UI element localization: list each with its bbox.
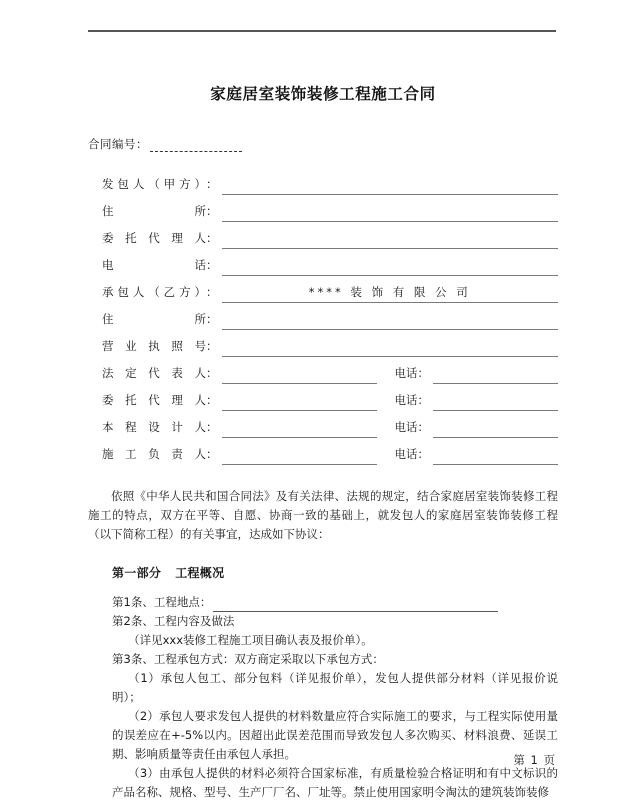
- page-title: 家庭居室装饰装修工程施工合同: [210, 85, 436, 103]
- form-row-input[interactable]: [222, 174, 559, 195]
- form-row-label: 营业执照号: [102, 339, 206, 353]
- page-content: [88, 60, 558, 802]
- form-row-label: 法定代表人: [102, 366, 206, 380]
- clause-1-label: 第1条、工程地点：: [112, 595, 212, 609]
- phone-label: 电话：: [394, 393, 429, 407]
- form-row: [88, 249, 558, 276]
- clause-list: [88, 593, 558, 802]
- form-row-label: 本程设计人: [102, 420, 206, 434]
- form-row-colon: ：: [206, 366, 218, 380]
- form-row-colon: ：: [206, 393, 218, 407]
- form-row: [88, 168, 558, 195]
- form-row: [88, 384, 558, 411]
- form-row-label: 委托代理人: [102, 231, 206, 245]
- phone-input[interactable]: [433, 417, 558, 438]
- form-row-colon: ：: [206, 204, 218, 218]
- form-row-input[interactable]: [222, 201, 559, 222]
- phone-label: 电话：: [394, 447, 429, 461]
- form-row-colon: ：: [206, 339, 218, 353]
- form-row-input[interactable]: [222, 255, 559, 276]
- form-row-input[interactable]: [222, 390, 377, 411]
- contract-number-input[interactable]: [150, 140, 242, 152]
- form-row: [88, 438, 558, 465]
- form-row-colon: ：: [206, 177, 218, 191]
- phone-input[interactable]: [433, 444, 558, 465]
- clause-2-note: （详见xxx装修工程施工项目确认表及报价单）。: [128, 633, 373, 647]
- form-row-label: 承包人（乙方）: [102, 285, 206, 299]
- form-row-label: 住所: [102, 204, 206, 218]
- form-row-input[interactable]: [222, 309, 559, 330]
- form-row: [88, 357, 558, 384]
- form-row: [88, 330, 558, 357]
- form-row-colon: ：: [206, 312, 218, 326]
- form-row-label: 发包人（甲方）: [102, 177, 206, 191]
- section-part-title: 工程概况: [175, 566, 225, 580]
- clause-3-item-3: （3）由承包人提供的材料必须符合国家标准，有质量检验合格证明和有中文标识的产品名称、规格、型号、生产厂厂名、厂址等。禁止使用国家明令淘汰的建筑装饰装修: [112, 766, 558, 799]
- form-row-label: 委托代理人: [102, 393, 206, 407]
- form-row: [88, 276, 558, 303]
- form-row-input[interactable]: [222, 417, 377, 438]
- form-row: [88, 411, 558, 438]
- phone-input[interactable]: [433, 363, 558, 384]
- form-row: [88, 195, 558, 222]
- form-row-input[interactable]: [222, 228, 559, 249]
- form-row-colon: ：: [206, 258, 218, 272]
- page-footer: 第 1 页: [513, 753, 556, 767]
- contract-number-label: 合同编号：: [88, 137, 148, 151]
- clause-1: [112, 593, 558, 612]
- section-part-label: 第一部分: [112, 566, 162, 580]
- party-form: [88, 168, 558, 465]
- form-row: [88, 303, 558, 330]
- header-rule: [88, 30, 556, 32]
- form-row-label: 施工负责人: [102, 447, 206, 461]
- form-row: [88, 222, 558, 249]
- form-row-label: 电话: [102, 258, 206, 272]
- phone-label: 电话：: [394, 366, 429, 380]
- form-row-colon: ：: [206, 447, 218, 461]
- form-row-input[interactable]: [222, 444, 377, 465]
- form-row-colon: ：: [206, 285, 218, 299]
- clause-3: 第3条、工程承包方式：双方商定采取以下承包方式：: [112, 652, 384, 666]
- preamble-paragraph: 依照《中华人民共和国合同法》及有关法律、法规的规定，结合家庭居室装饰装修工程施工的特点，双方在平等、自愿、协商一致的基础上，就发包人的家庭居室装饰装修工程（以下简称工程）的有关事宜，达成如下协议：: [88, 489, 558, 541]
- phone-input[interactable]: [433, 390, 558, 411]
- clause-3-item-1: （1）承包人包工、部分包料（详见报价单），发包人提供部分材料（详见报价说明）；: [112, 671, 558, 704]
- section-heading: [88, 564, 558, 581]
- clause-1-input[interactable]: [213, 600, 498, 612]
- clause-3-item-2: （2）承包人要求发包人提供的材料数量应符合实际施工的要求，与工程实际使用量的误差应在+-5%以内。因超出此误差范围而导致发包人多次购买、材料浪费、延误工期、影响质量等责任由承包人承担。: [112, 709, 558, 761]
- form-row-label: 住所: [102, 312, 206, 326]
- form-row-colon: ：: [206, 420, 218, 434]
- form-row-input[interactable]: [222, 282, 559, 303]
- form-row-input[interactable]: [222, 336, 559, 357]
- phone-label: 电话：: [394, 420, 429, 434]
- form-row-colon: ：: [206, 231, 218, 245]
- form-row-input[interactable]: [222, 363, 377, 384]
- form-row-value: **** 装 饰 有 限 公 司: [308, 285, 471, 299]
- contract-number-field: [88, 136, 558, 152]
- clause-2: 第2条、工程内容及做法: [112, 614, 235, 628]
